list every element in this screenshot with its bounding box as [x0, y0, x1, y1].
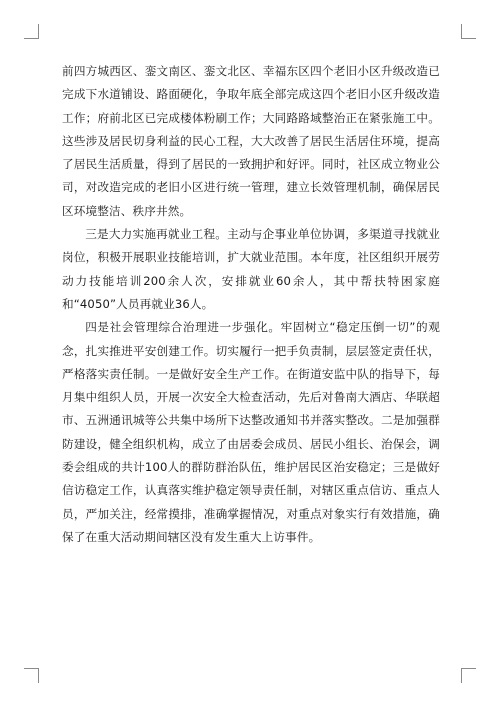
paragraph-renovation: 前四方城西区、銮文南区、銮文北区、幸福东区四个老旧小区升级改造已完成下水道铺设、路面硬化，争取年底全部完成这四个老旧小区升级改造工作；府前北区已完成楼体粉刷工作；大同路路域整治正在紧张施工中。这些涉及居民切身利益的民心工程，大大改善了居民生活居住环境，提高了居民生活质量，得到了居民的一致拥护和好评。同时，社区成立物业公司，对改造完成的老旧小区进行统一管理，建立长效管理机制，确保居民区环境整洁、秩序井然。 [62, 64, 440, 218]
margin-corner-mark-bottom-right [461, 668, 476, 683]
margin-corner-mark-bottom-left [24, 668, 39, 683]
paragraph-social-management: 四是社会管理综合治理进一步强化。牢固树立“稳定压倒一切”的观念，扎实推进平安创建工作。切实履行一把手负责制，层层签定责任状，严格落实责任制。一是做好安全生产工作。在街道安监中队的指导下，每月集中组织人员，开展一次安全大检查活动，先后对鲁南大酒店、华联超市、五洲通讯城等公共集中场所下达整改通知书并落实整改。二是加强群防建设，健全组织机构，成立了由居委会成员、居民小组长、治保会，调委会组成的共计100人的群防群治队伍，维护居民区治安稳定；三是做好信访稳定工作，认真落实维护稳定领导责任制，对辖区重点信访、重点人员，严加关注，经常摸排，准确掌握情况，对重点对象实行有效措施，确保了在重大活动期间辖区没有发生重大上访事件。 [62, 320, 440, 544]
paragraph-reemployment: 三是大力实施再就业工程。主动与企事业单位协调，多渠道寻找就业岗位，积极开展职业技能培训，扩大就业范围。本年度，社区组织开展劳动力技能培训200余人次，安排就业60余人，其中帮扶特困家庭和“4050”人员再就业36人。 [62, 227, 440, 311]
margin-corner-mark-top-left [24, 24, 39, 39]
document-body [62, 60, 440, 549]
margin-corner-mark-top-right [461, 24, 476, 39]
